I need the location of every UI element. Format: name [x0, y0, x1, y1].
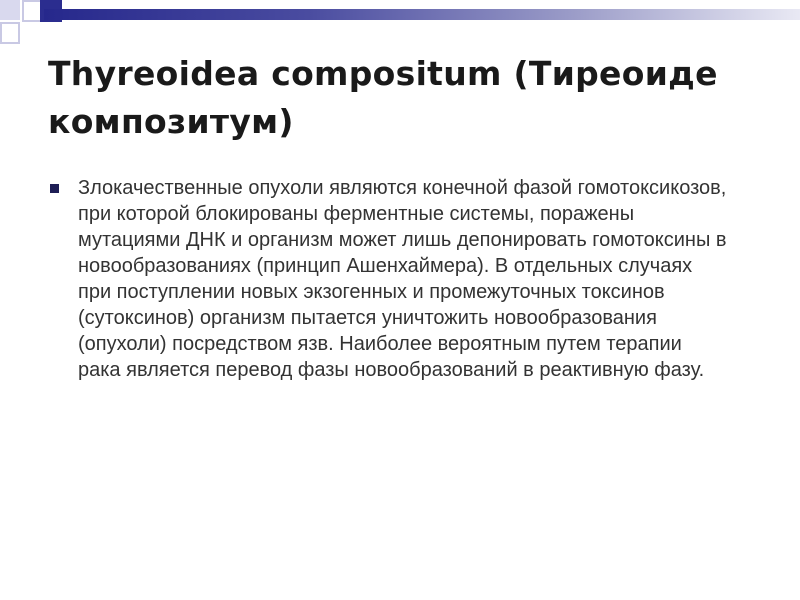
bullet-item: [48, 175, 728, 383]
decor-square: [0, 0, 20, 20]
square-bullet-icon: [50, 184, 59, 193]
bullet-list: [48, 175, 728, 383]
slide-title: Thyreoidea compositum (Тиреоиде композитум): [48, 54, 718, 141]
bullet-text: Злокачественные опухоли являются конечной фазой гомотоксикозов, при которой блокированы ферментные системы, поражены мутациями ДНК и организм может лишь депонировать гомотоксины в новообразованиях (принцип Ашенхаймера). В отдельных случаях при поступлении новых экзогенных и промежуточных токсинов (сутоксинов) организм пытается уничтожить новообразования (опухоли) посредством язв. Наиболее вероятным путем терапии рака является перевод фазы новообразований в реактивную фазу.: [78, 177, 727, 381]
decor-square-outline: [0, 22, 20, 44]
header-gradient-bar: [44, 9, 800, 20]
decor-square-outline: [22, 0, 42, 22]
